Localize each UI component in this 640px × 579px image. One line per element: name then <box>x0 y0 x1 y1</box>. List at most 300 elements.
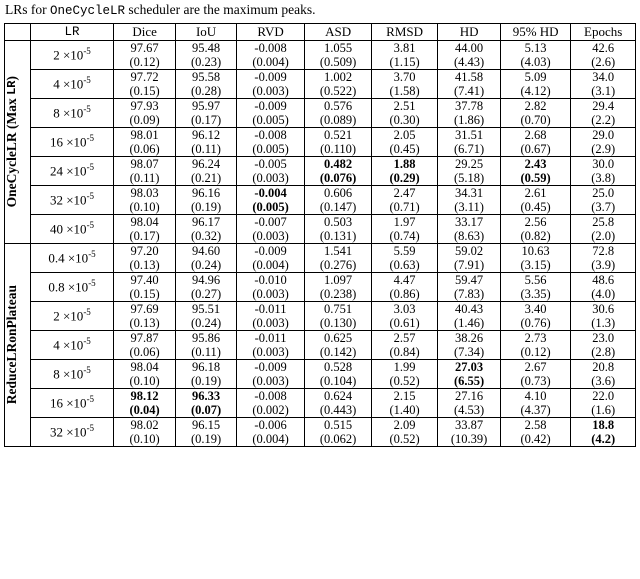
metric-std: (0.19) <box>190 432 222 446</box>
metric-mean: 0.521 <box>324 128 353 142</box>
lr-value-cell: $4 \times 10^{-5}$ <box>31 331 114 360</box>
metric-mean: 33.17 <box>455 215 484 229</box>
metric-cell-rvd <box>236 186 305 215</box>
metric-mean: 22.0 <box>592 389 615 403</box>
metric-cell-95-hd <box>500 389 571 418</box>
metric-mean: 5.13 <box>524 41 547 55</box>
metric-cell-95-hd <box>500 418 571 447</box>
table-row <box>5 128 636 157</box>
metric-cell-asd <box>305 273 372 302</box>
metric-mean: 5.56 <box>524 273 547 287</box>
caption-post: scheduler are the maximum peaks. <box>125 2 316 17</box>
metric-std: (0.70) <box>520 113 551 127</box>
metric-std: (0.59) <box>520 171 551 185</box>
metric-cell-95-hd <box>500 360 571 389</box>
metric-mean: 98.02 <box>130 418 159 432</box>
table-row <box>5 389 636 418</box>
metric-std: (0.509) <box>319 55 357 69</box>
metric-cell-dice <box>113 244 175 273</box>
metric-std: (0.11) <box>191 142 221 156</box>
metric-cell-hd <box>438 215 500 244</box>
metric-mean: 29.4 <box>592 99 615 113</box>
metric-std: (0.443) <box>319 403 357 417</box>
metric-cell-iou <box>176 41 236 70</box>
metric-cell-iou <box>176 99 236 128</box>
metric-std: (0.276) <box>319 258 357 272</box>
metric-cell-dice <box>113 41 175 70</box>
metric-cell-hd <box>438 99 500 128</box>
metric-std: (7.91) <box>454 258 485 272</box>
metric-cell-95-hd <box>500 244 571 273</box>
metric-mean: 97.20 <box>130 244 159 258</box>
metric-std: (0.003) <box>252 374 289 388</box>
metric-std: (2.6) <box>591 55 616 69</box>
column-header-rvd: RVD <box>236 24 305 41</box>
metric-std: (0.005) <box>252 142 289 156</box>
metric-mean: 2.43 <box>524 157 547 171</box>
metric-mean: 29.25 <box>455 157 484 171</box>
metric-cell-asd <box>305 389 372 418</box>
metric-mean: 96.18 <box>192 360 221 374</box>
metric-mean: -0.008 <box>254 389 287 403</box>
metric-std: (0.24) <box>190 258 222 272</box>
metric-std: (1.46) <box>454 316 485 330</box>
metric-mean: 42.6 <box>592 41 615 55</box>
metric-std: (0.19) <box>190 374 222 388</box>
metric-cell-iou <box>176 128 236 157</box>
metric-cell-rvd <box>236 215 305 244</box>
metric-cell-rmsd <box>371 302 438 331</box>
metric-cell-iou <box>176 70 236 99</box>
metric-mean: 4.47 <box>393 273 416 287</box>
metric-std: (0.76) <box>520 316 551 330</box>
metric-cell-dice <box>113 418 175 447</box>
metric-cell-rmsd <box>371 389 438 418</box>
metric-mean: 96.12 <box>192 128 221 142</box>
metric-std: (0.238) <box>319 287 357 301</box>
metric-cell-hd <box>438 157 500 186</box>
metric-cell-rvd <box>236 389 305 418</box>
table-row <box>5 41 636 70</box>
lr-value-cell: $8 \times 10^{-5}$ <box>31 360 114 389</box>
metric-mean: 1.88 <box>393 157 416 171</box>
metric-mean: -0.009 <box>254 70 287 84</box>
metric-std: (0.003) <box>252 84 289 98</box>
metric-std: (7.34) <box>454 345 485 359</box>
metric-std: (3.9) <box>591 258 616 272</box>
metric-mean: 97.40 <box>130 273 159 287</box>
table-row <box>5 186 636 215</box>
metric-mean: 18.8 <box>592 418 615 432</box>
metric-mean: 3.81 <box>393 41 416 55</box>
table-row <box>5 331 636 360</box>
metric-mean: 95.86 <box>192 331 221 345</box>
metric-std: (0.24) <box>190 316 222 330</box>
metric-std: (0.84) <box>389 345 420 359</box>
metric-std: (0.062) <box>319 432 357 446</box>
metric-cell-95-hd <box>500 99 571 128</box>
metric-mean: 41.58 <box>455 70 484 84</box>
metric-cell-rmsd <box>371 244 438 273</box>
metric-cell-hd <box>438 41 500 70</box>
metric-mean: 0.503 <box>324 215 353 229</box>
metric-mean: 1.055 <box>324 41 353 55</box>
metric-std: (0.003) <box>252 345 289 359</box>
column-header-lr: LR <box>31 24 114 41</box>
metric-mean: 98.12 <box>130 389 159 403</box>
metric-mean: 59.02 <box>455 244 484 258</box>
metric-std: (0.10) <box>129 432 160 446</box>
metric-std: (0.67) <box>520 142 551 156</box>
metric-cell-95-hd <box>500 70 571 99</box>
metric-cell-rvd <box>236 331 305 360</box>
metric-std: (0.003) <box>252 171 289 185</box>
metric-mean: 48.6 <box>592 273 615 287</box>
metric-std: (4.53) <box>454 403 485 417</box>
metric-std: (0.005) <box>252 200 289 214</box>
metric-cell-iou <box>176 389 236 418</box>
caption-scheduler-name: OneCycleLR <box>50 4 126 18</box>
metric-cell-epochs <box>571 389 636 418</box>
metric-cell-iou <box>176 273 236 302</box>
metric-std: (0.17) <box>129 229 160 243</box>
metric-std: (0.005) <box>252 113 289 127</box>
metric-cell-95-hd <box>500 331 571 360</box>
metric-cell-rmsd <box>371 360 438 389</box>
metric-mean: 0.606 <box>324 186 353 200</box>
metric-mean: 27.16 <box>455 389 484 403</box>
metric-mean: 97.87 <box>130 331 159 345</box>
metric-mean: -0.011 <box>254 302 287 316</box>
metric-std: (0.003) <box>252 287 289 301</box>
metric-mean: 25.0 <box>592 186 615 200</box>
metric-std: (3.8) <box>591 171 616 185</box>
metric-std: (1.40) <box>389 403 420 417</box>
metric-cell-95-hd <box>500 157 571 186</box>
table-row <box>5 418 636 447</box>
table-caption <box>5 2 636 19</box>
metric-mean: -0.008 <box>254 41 287 55</box>
metric-mean: 40.43 <box>455 302 484 316</box>
metric-std: (0.04) <box>129 403 160 417</box>
metric-cell-hd <box>438 389 500 418</box>
metric-std: (0.104) <box>319 374 357 388</box>
column-header-rmsd: RMSD <box>371 24 438 41</box>
metric-cell-rmsd <box>371 128 438 157</box>
metric-mean: 95.48 <box>192 41 221 55</box>
metric-cell-rvd <box>236 244 305 273</box>
lr-value-cell: $8 \times 10^{-5}$ <box>31 99 114 128</box>
metric-std: (0.002) <box>252 403 289 417</box>
metric-mean: 1.99 <box>393 360 416 374</box>
metric-std: (6.55) <box>454 374 485 388</box>
column-header-asd: ASD <box>305 24 372 41</box>
metric-mean: 2.61 <box>524 186 547 200</box>
metric-std: (0.27) <box>190 287 222 301</box>
lr-value-cell: $16 \times 10^{-5}$ <box>31 389 114 418</box>
metric-mean: 0.515 <box>324 418 353 432</box>
metric-mean: 1.97 <box>393 215 416 229</box>
metric-mean: 1.541 <box>324 244 353 258</box>
metric-cell-epochs <box>571 360 636 389</box>
metric-mean: 94.96 <box>192 273 221 287</box>
metric-cell-rvd <box>236 99 305 128</box>
metric-std: (0.73) <box>520 374 551 388</box>
metric-cell-95-hd <box>500 215 571 244</box>
metric-std: (0.110) <box>320 142 357 156</box>
metric-std: (0.61) <box>389 316 420 330</box>
metric-mean: 95.58 <box>192 70 221 84</box>
metric-mean: 30.0 <box>592 157 615 171</box>
metric-cell-hd <box>438 273 500 302</box>
metric-cell-rvd <box>236 360 305 389</box>
metric-std: (2.8) <box>591 345 616 359</box>
metric-cell-epochs <box>571 331 636 360</box>
metric-std: (4.37) <box>520 403 551 417</box>
metric-std: (2.2) <box>591 113 616 127</box>
metric-cell-asd <box>305 244 372 273</box>
metric-std: (2.0) <box>591 229 616 243</box>
metric-mean: 97.72 <box>130 70 159 84</box>
metric-mean: 2.51 <box>393 99 416 113</box>
metric-std: (0.52) <box>389 432 420 446</box>
metric-mean: 4.10 <box>524 389 547 403</box>
metric-mean: 0.482 <box>324 157 353 171</box>
metric-std: (7.83) <box>454 287 485 301</box>
metric-std: (4.12) <box>520 84 551 98</box>
metric-mean: 0.751 <box>324 302 353 316</box>
metric-cell-rmsd <box>371 70 438 99</box>
metric-cell-rmsd <box>371 41 438 70</box>
lr-value-cell: $32 \times 10^{-5}$ <box>31 186 114 215</box>
metric-mean: 0.625 <box>324 331 353 345</box>
metric-mean: 2.05 <box>393 128 416 142</box>
metric-std: (1.3) <box>591 316 616 330</box>
table-header-row <box>5 24 636 41</box>
metric-std: (5.18) <box>454 171 485 185</box>
metric-std: (0.71) <box>389 200 420 214</box>
metric-std: (4.03) <box>520 55 551 69</box>
lr-value-cell: $2 \times 10^{-5}$ <box>31 41 114 70</box>
metric-std: (4.2) <box>591 432 616 446</box>
metric-mean: 23.0 <box>592 331 615 345</box>
metric-std: (0.45) <box>520 200 551 214</box>
metric-std: (3.11) <box>454 200 484 214</box>
metric-cell-rmsd <box>371 418 438 447</box>
metric-cell-rmsd <box>371 157 438 186</box>
group-label-reducelronplateau: ReduceLRonPlateau <box>5 244 31 447</box>
metric-mean: 3.40 <box>524 302 547 316</box>
caption-pre: LRs for <box>5 2 50 17</box>
metric-cell-iou <box>176 418 236 447</box>
metric-cell-rvd <box>236 418 305 447</box>
metric-std: (10.39) <box>450 432 488 446</box>
metric-mean: 98.03 <box>130 186 159 200</box>
table-row <box>5 360 636 389</box>
metric-mean: 98.07 <box>130 157 159 171</box>
metric-std: (0.23) <box>190 55 222 69</box>
metric-mean: 34.0 <box>592 70 615 84</box>
group-label-onecyclelr: OneCycleLR (Max LR) <box>5 41 31 244</box>
metric-mean: -0.010 <box>254 273 287 287</box>
metric-cell-95-hd <box>500 273 571 302</box>
metric-cell-dice <box>113 186 175 215</box>
metric-std: (0.522) <box>319 84 357 98</box>
metric-cell-rvd <box>236 128 305 157</box>
metric-mean: 96.16 <box>192 186 221 200</box>
metric-mean: 1.097 <box>324 273 353 287</box>
metric-mean: -0.006 <box>254 418 287 432</box>
metric-cell-epochs <box>571 215 636 244</box>
metric-cell-epochs <box>571 273 636 302</box>
metric-std: (0.21) <box>190 171 222 185</box>
metric-cell-hd <box>438 70 500 99</box>
metric-std: (0.004) <box>252 432 289 446</box>
metric-std: (2.9) <box>591 142 616 156</box>
metric-mean: 59.47 <box>455 273 484 287</box>
column-header-95-hd: 95% HD <box>500 24 571 41</box>
metric-std: (4.0) <box>591 287 616 301</box>
metric-cell-95-hd <box>500 41 571 70</box>
metric-mean: 1.002 <box>324 70 353 84</box>
metric-cell-iou <box>176 331 236 360</box>
metric-cell-dice <box>113 302 175 331</box>
metric-std: (0.004) <box>252 55 289 69</box>
metric-cell-hd <box>438 360 500 389</box>
metric-std: (0.82) <box>520 229 551 243</box>
metric-mean: 5.59 <box>393 244 416 258</box>
metric-mean: 72.8 <box>592 244 615 258</box>
metric-std: (0.142) <box>319 345 357 359</box>
metric-mean: 33.87 <box>455 418 484 432</box>
metric-cell-dice <box>113 273 175 302</box>
metric-mean: -0.008 <box>254 128 287 142</box>
metric-mean: 2.67 <box>524 360 547 374</box>
lr-value-cell: $2 \times 10^{-5}$ <box>31 302 114 331</box>
metric-std: (0.13) <box>129 316 160 330</box>
metric-mean: 2.73 <box>524 331 547 345</box>
metric-cell-dice <box>113 215 175 244</box>
metric-cell-hd <box>438 128 500 157</box>
metric-std: (1.58) <box>389 84 420 98</box>
metric-std: (1.6) <box>591 403 616 417</box>
metric-cell-rmsd <box>371 273 438 302</box>
metric-mean: 5.09 <box>524 70 547 84</box>
column-header-iou: IoU <box>176 24 236 41</box>
metric-mean: 31.51 <box>455 128 484 142</box>
metric-mean: 96.33 <box>192 389 221 403</box>
lr-value-cell: $40 \times 10^{-5}$ <box>31 215 114 244</box>
metric-std: (0.45) <box>389 142 420 156</box>
metric-cell-iou <box>176 157 236 186</box>
table-row <box>5 302 636 331</box>
metric-std: (0.29) <box>389 171 420 185</box>
metric-cell-iou <box>176 302 236 331</box>
metric-std: (0.32) <box>190 229 222 243</box>
metric-std: (0.09) <box>129 113 160 127</box>
table-row <box>5 273 636 302</box>
metric-cell-rmsd <box>371 186 438 215</box>
metric-cell-hd <box>438 244 500 273</box>
metric-std: (0.06) <box>129 142 160 156</box>
metric-mean: 96.15 <box>192 418 221 432</box>
metric-cell-asd <box>305 302 372 331</box>
metric-cell-asd <box>305 331 372 360</box>
metric-std: (0.74) <box>389 229 420 243</box>
metric-cell-rvd <box>236 302 305 331</box>
metric-std: (0.63) <box>389 258 420 272</box>
metric-mean: 3.03 <box>393 302 416 316</box>
metric-std: (0.19) <box>190 200 222 214</box>
metric-std: (0.003) <box>252 316 289 330</box>
metric-cell-dice <box>113 99 175 128</box>
metric-cell-dice <box>113 70 175 99</box>
results-table <box>4 23 636 447</box>
metric-std: (0.17) <box>190 113 222 127</box>
metric-cell-hd <box>438 331 500 360</box>
metric-mean: 97.67 <box>130 41 159 55</box>
lr-value-cell: $4 \times 10^{-5}$ <box>31 70 114 99</box>
metric-cell-dice <box>113 360 175 389</box>
metric-cell-asd <box>305 215 372 244</box>
metric-std: (0.86) <box>389 287 420 301</box>
metric-cell-asd <box>305 360 372 389</box>
metric-cell-95-hd <box>500 186 571 215</box>
metric-std: (3.35) <box>520 287 551 301</box>
metric-mean: 29.0 <box>592 128 615 142</box>
metric-mean: 2.56 <box>524 215 547 229</box>
metric-mean: 2.58 <box>524 418 547 432</box>
metric-mean: 44.00 <box>455 41 484 55</box>
metric-cell-rmsd <box>371 331 438 360</box>
metric-cell-iou <box>176 186 236 215</box>
metric-std: (0.130) <box>319 316 357 330</box>
metric-std: (0.06) <box>129 345 160 359</box>
metric-cell-asd <box>305 186 372 215</box>
metric-cell-rvd <box>236 157 305 186</box>
metric-std: (0.12) <box>129 55 160 69</box>
metric-std: (0.089) <box>319 113 357 127</box>
metric-cell-rmsd <box>371 215 438 244</box>
metric-cell-hd <box>438 302 500 331</box>
metric-std: (0.52) <box>389 374 420 388</box>
metric-cell-rvd <box>236 70 305 99</box>
metric-std: (7.41) <box>454 84 485 98</box>
metric-cell-epochs <box>571 41 636 70</box>
metric-mean: 38.26 <box>455 331 484 345</box>
metric-cell-dice <box>113 157 175 186</box>
metric-std: (0.15) <box>129 84 160 98</box>
lr-value-cell: $0.4 \times 10^{-5}$ <box>31 244 114 273</box>
metric-cell-rvd <box>236 41 305 70</box>
metric-cell-epochs <box>571 128 636 157</box>
metric-std: (3.1) <box>591 84 616 98</box>
metric-mean: 2.68 <box>524 128 547 142</box>
metric-cell-epochs <box>571 244 636 273</box>
metric-mean: 95.97 <box>192 99 221 113</box>
metric-cell-asd <box>305 128 372 157</box>
metric-std: (0.10) <box>129 374 160 388</box>
metric-std: (0.004) <box>252 258 289 272</box>
metric-cell-epochs <box>571 157 636 186</box>
metric-std: (8.63) <box>454 229 485 243</box>
metric-cell-dice <box>113 331 175 360</box>
metric-mean: 3.70 <box>393 70 416 84</box>
metric-std: (0.10) <box>129 200 160 214</box>
metric-cell-rvd <box>236 273 305 302</box>
metric-std: (0.30) <box>389 113 420 127</box>
metric-std: (0.11) <box>129 171 160 185</box>
